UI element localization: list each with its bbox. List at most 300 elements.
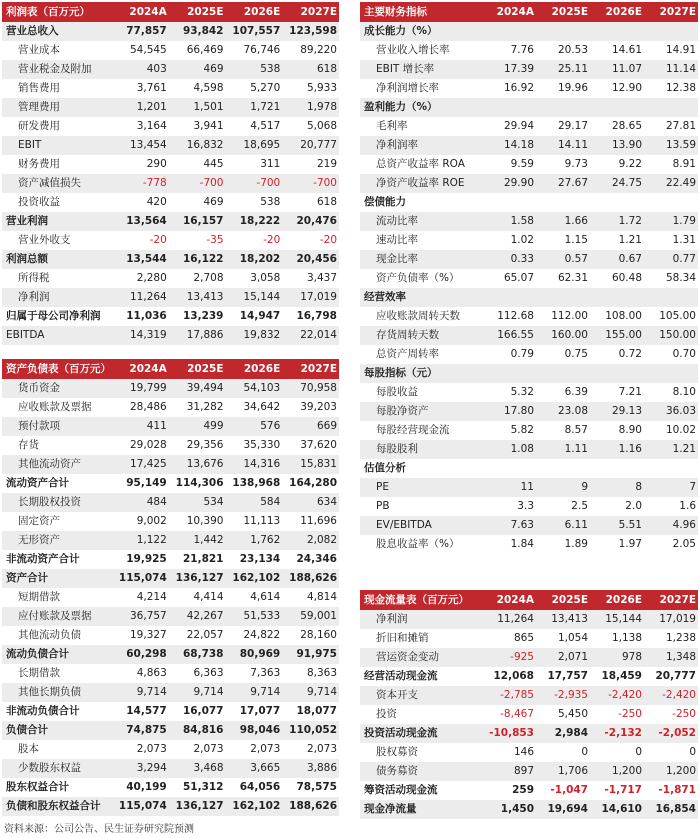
row-label: 营业收入增长率 <box>376 44 450 56</box>
value-cell: 469 <box>203 196 224 208</box>
value-cell: 51,312 <box>182 781 224 793</box>
row-label: 每股股利 <box>360 440 482 459</box>
value-cell: 1,450 <box>482 800 536 819</box>
table-row <box>2 79 339 98</box>
table-row <box>2 664 339 683</box>
value-cell: 7,363 <box>250 667 281 679</box>
value-cell <box>644 98 698 117</box>
row-label: EV/EBITDA <box>360 516 482 535</box>
row-label: 净利润增长率 <box>376 82 439 94</box>
value-cell: 115,074 <box>112 797 169 816</box>
table-row <box>360 762 698 781</box>
table-row <box>2 778 339 797</box>
row-label: 其他流动负债 <box>18 629 81 641</box>
value-cell: 13,544 <box>112 250 169 269</box>
value-cell: 8 <box>590 478 644 497</box>
table-row <box>2 41 339 60</box>
row-label: 总资产周转率 <box>376 348 439 360</box>
value-cell: 12.38 <box>665 82 696 94</box>
value-cell: 40,199 <box>126 781 167 793</box>
value-cell: 9 <box>536 478 590 497</box>
cash-flow-table <box>360 590 698 819</box>
value-cell: 162,102 <box>226 569 283 588</box>
value-cell: 108.00 <box>605 310 642 322</box>
value-cell: 420 <box>146 196 167 208</box>
value-cell: 2,280 <box>136 272 167 284</box>
value-cell: 11,036 <box>126 310 167 322</box>
value-cell: 95,149 <box>126 477 167 489</box>
value-cell: 17,077 <box>239 705 281 717</box>
value-cell: 1.72 <box>590 212 644 231</box>
table-row <box>2 455 339 474</box>
table-row <box>2 759 339 778</box>
table-row <box>360 421 698 440</box>
row-label: 折旧和摊销 <box>376 632 429 644</box>
value-cell: 1,501 <box>169 98 226 117</box>
table-row <box>360 250 698 269</box>
table-row <box>2 117 339 136</box>
table-row <box>2 379 339 398</box>
table-title: 资产负债表（百万元） <box>2 359 112 379</box>
row-label: 资产负债率（%） <box>376 272 460 284</box>
value-cell: 64,056 <box>239 781 281 793</box>
value-cell: 445 <box>203 158 224 170</box>
row-label: 成长能力（%） <box>360 22 482 41</box>
value-cell: 31,282 <box>186 401 224 413</box>
value-cell: 11,264 <box>482 610 536 629</box>
value-cell: 11 <box>482 478 536 497</box>
table-row <box>360 212 698 231</box>
value-cell: 576 <box>226 417 283 436</box>
value-cell: 59,001 <box>282 607 339 626</box>
value-cell: -925 <box>482 648 536 667</box>
value-cell: 0 <box>581 746 588 758</box>
row-label: 营业总收入 <box>2 22 112 41</box>
row-label: 现金净流量 <box>360 800 482 819</box>
table-row <box>360 383 698 402</box>
table-row <box>360 41 698 60</box>
value-cell: 0.70 <box>672 348 696 360</box>
value-cell: 29.17 <box>557 120 588 132</box>
value-cell: -2,052 <box>644 724 698 743</box>
row-label: 研发费用 <box>18 120 60 132</box>
table-row <box>2 740 339 759</box>
row-label: 资产合计 <box>2 569 112 588</box>
value-cell: 22,014 <box>282 326 339 345</box>
year-header: 2024A <box>482 2 536 22</box>
value-cell: 19,925 <box>126 553 167 565</box>
value-cell: 10,390 <box>186 515 224 527</box>
value-cell <box>590 22 644 41</box>
value-cell: 21,821 <box>182 553 224 565</box>
value-cell: 29,356 <box>186 439 224 451</box>
value-cell: 60.48 <box>611 272 642 284</box>
value-cell: 60,298 <box>112 645 169 664</box>
value-cell: 23,134 <box>239 553 281 565</box>
value-cell: 36,757 <box>112 607 169 626</box>
table-row <box>360 516 698 535</box>
row-label: 营业成本 <box>18 44 60 56</box>
value-cell: 77,857 <box>112 22 169 41</box>
row-label: PE <box>360 478 482 497</box>
value-cell: -2,420 <box>644 686 698 705</box>
value-cell: 29.90 <box>482 174 536 193</box>
value-cell: 0.77 <box>644 250 698 269</box>
table-row <box>360 98 698 117</box>
source-note: 资料来源：公司公告、民生证券研究院预测 <box>4 824 194 835</box>
value-cell: 29,028 <box>130 439 167 451</box>
value-cell: 0.33 <box>482 250 536 269</box>
value-cell: 14,316 <box>226 455 283 474</box>
table-row <box>2 607 339 626</box>
row-label: 营运资金变动 <box>360 648 482 667</box>
value-cell: 1,201 <box>112 98 169 117</box>
value-cell: -1,717 <box>604 784 642 796</box>
value-cell: 1.11 <box>536 440 590 459</box>
value-cell: 4.96 <box>644 516 698 535</box>
value-cell: 1.15 <box>564 234 588 246</box>
value-cell: 1,706 <box>536 762 590 781</box>
value-cell: -700 <box>169 174 226 193</box>
row-label: EBIT 增长率 <box>360 60 482 79</box>
value-cell: 2.0 <box>625 500 642 512</box>
value-cell: 160.00 <box>536 326 590 345</box>
value-cell: 114,306 <box>175 477 224 489</box>
row-label: 长期借款 <box>18 667 60 679</box>
value-cell: 2,708 <box>193 272 224 284</box>
row-label: 债务募资 <box>360 762 482 781</box>
value-cell: 290 <box>146 158 167 170</box>
value-cell: 68,738 <box>169 645 226 664</box>
value-cell: 9,714 <box>112 683 169 702</box>
value-cell: 11,264 <box>112 288 169 307</box>
value-cell <box>482 98 536 117</box>
value-cell: 11,113 <box>243 515 281 527</box>
value-cell: 3,294 <box>112 759 169 778</box>
row-label: 筹资活动现金流 <box>364 784 438 796</box>
value-cell: 13.59 <box>644 136 698 155</box>
table-row <box>360 724 698 743</box>
value-cell <box>482 459 536 478</box>
row-label: 销售费用 <box>18 82 60 94</box>
value-cell: 10.02 <box>665 424 696 436</box>
table-row <box>360 79 698 98</box>
row-label: 净资产收益率 ROE <box>360 174 482 193</box>
value-cell: 19,327 <box>130 629 167 641</box>
value-cell: -20 <box>263 234 281 246</box>
value-cell: 62.31 <box>557 272 588 284</box>
value-cell: 7 <box>644 478 698 497</box>
row-label: 归属于母公司净利润 <box>6 310 101 322</box>
table-row <box>360 610 698 629</box>
row-label: PB <box>376 500 390 512</box>
value-cell: 1.16 <box>590 440 644 459</box>
year-header: 2026E <box>590 590 644 610</box>
table-row <box>360 402 698 421</box>
year-header: 2024A <box>112 2 169 22</box>
row-label: 营业外收支 <box>18 234 71 246</box>
value-cell: 89,220 <box>300 44 337 56</box>
row-label: 应收账款周转天数 <box>376 310 460 322</box>
value-cell: 13,239 <box>182 310 224 322</box>
value-cell: 1.97 <box>618 538 642 550</box>
value-cell: 19,799 <box>112 379 169 398</box>
value-cell: 98,046 <box>226 721 283 740</box>
row-label: 股本 <box>18 743 39 755</box>
row-label: 股东权益合计 <box>6 781 69 793</box>
value-cell: 54,545 <box>130 44 167 56</box>
value-cell: 6.39 <box>564 386 588 398</box>
row-label: 其他长期负债 <box>2 683 112 702</box>
value-cell: 11.14 <box>644 60 698 79</box>
value-cell: 5,450 <box>557 708 588 720</box>
year-header: 2027E <box>282 359 339 379</box>
value-cell: 499 <box>169 417 226 436</box>
table-row <box>2 683 339 702</box>
value-cell: 7.76 <box>510 44 534 56</box>
table-row <box>2 212 339 231</box>
value-cell: -8,467 <box>500 708 534 720</box>
value-cell: -700 <box>226 174 283 193</box>
value-cell: 3,886 <box>282 759 339 778</box>
table-row <box>2 626 339 645</box>
value-cell <box>590 364 644 383</box>
value-cell <box>536 459 590 478</box>
value-cell <box>590 193 644 212</box>
row-label: EBIT <box>2 136 112 155</box>
value-cell: 8.90 <box>618 424 642 436</box>
table-row <box>2 174 339 193</box>
table-row <box>360 705 698 724</box>
value-cell: 618 <box>282 60 339 79</box>
value-cell <box>644 459 698 478</box>
value-cell <box>590 288 644 307</box>
value-cell: 1,442 <box>169 531 226 550</box>
value-cell: 1,138 <box>611 632 642 644</box>
row-label: 投资收益 <box>18 196 60 208</box>
financial-ratios-table <box>360 2 698 554</box>
table-title: 现金流量表（百万元） <box>360 590 482 610</box>
value-cell: 4,614 <box>250 591 281 603</box>
value-cell: 66,469 <box>186 44 224 56</box>
value-cell: 9,714 <box>282 683 339 702</box>
value-cell: 20,456 <box>282 250 339 269</box>
table-row <box>360 345 698 364</box>
row-label: 流动资产合计 <box>6 477 69 489</box>
value-cell: 20.53 <box>557 44 588 56</box>
value-cell: 164,280 <box>289 477 337 489</box>
value-cell: 19,694 <box>536 800 590 819</box>
value-cell: 2,073 <box>136 743 167 755</box>
row-label: 其他流动资产 <box>2 455 112 474</box>
value-cell: 9,714 <box>226 683 283 702</box>
value-cell: 105.00 <box>659 310 696 322</box>
row-label: 投资 <box>376 708 397 720</box>
value-cell: 4,598 <box>193 82 224 94</box>
value-cell: 1,721 <box>226 98 283 117</box>
row-label: 无形资产 <box>2 531 112 550</box>
value-cell: 110,052 <box>282 721 339 740</box>
value-cell: 15,831 <box>282 455 339 474</box>
value-cell: 136,127 <box>169 569 226 588</box>
value-cell: 107,557 <box>226 22 283 41</box>
value-cell: 35,330 <box>243 439 281 451</box>
value-cell: 13,413 <box>536 610 590 629</box>
value-cell: 5,068 <box>306 120 337 132</box>
value-cell <box>536 288 590 307</box>
value-cell: 897 <box>482 762 536 781</box>
value-cell: 5.51 <box>590 516 644 535</box>
row-label: 长期股权投资 <box>2 493 112 512</box>
value-cell: 84,816 <box>169 721 226 740</box>
value-cell: 16,122 <box>169 250 226 269</box>
value-cell <box>644 193 698 212</box>
value-cell: 13,454 <box>112 136 169 155</box>
value-cell: 17,886 <box>169 326 226 345</box>
value-cell <box>482 288 536 307</box>
value-cell: 17,019 <box>644 610 698 629</box>
value-cell: 4,414 <box>193 591 224 603</box>
table-row <box>2 531 339 550</box>
value-cell: 0 <box>635 746 642 758</box>
table-title: 利润表（百万元） <box>2 2 112 22</box>
row-label: 应收账款及票据 <box>18 401 92 413</box>
value-cell: 469 <box>169 60 226 79</box>
value-cell: 9.73 <box>564 158 588 170</box>
table-row <box>2 155 339 174</box>
table-row <box>2 436 339 455</box>
row-label: 利润总额 <box>2 250 112 269</box>
value-cell: 2,073 <box>193 743 224 755</box>
row-label: 货币资金 <box>2 379 112 398</box>
row-label: 每股经营现金流 <box>376 424 450 436</box>
row-label: 营业利润 <box>2 212 112 231</box>
value-cell: 80,969 <box>226 645 283 664</box>
row-label: 应付账款及票据 <box>2 607 112 626</box>
value-cell: 1,200 <box>590 762 644 781</box>
value-cell: 3,941 <box>193 120 224 132</box>
value-cell: 146 <box>513 746 534 758</box>
value-cell: 13,676 <box>169 455 226 474</box>
table-row <box>360 307 698 326</box>
value-cell: 0.72 <box>618 348 642 360</box>
value-cell: 3,058 <box>250 272 281 284</box>
value-cell: 22,057 <box>186 629 224 641</box>
table-row <box>360 629 698 648</box>
value-cell <box>536 98 590 117</box>
value-cell: 4,814 <box>306 591 337 603</box>
value-cell <box>482 22 536 41</box>
value-cell: 4,517 <box>250 120 281 132</box>
value-cell: 39,203 <box>300 401 337 413</box>
value-cell: 29.13 <box>590 402 644 421</box>
balance-sheet-table <box>2 359 339 816</box>
value-cell: 58.34 <box>665 272 696 284</box>
table-row <box>2 307 339 326</box>
year-header: 2024A <box>482 590 536 610</box>
row-label: 经营活动现金流 <box>364 670 438 682</box>
value-cell: 17.80 <box>482 402 536 421</box>
value-cell: 22.49 <box>644 174 698 193</box>
value-cell: 23.08 <box>536 402 590 421</box>
table-row <box>360 288 698 307</box>
value-cell: 1,054 <box>557 632 588 644</box>
value-cell <box>590 459 644 478</box>
value-cell: 6.11 <box>536 516 590 535</box>
row-label: 总资产收益率 ROA <box>376 158 465 170</box>
value-cell: 14.18 <box>482 136 536 155</box>
value-cell: 15,144 <box>226 288 283 307</box>
value-cell: 2,073 <box>250 743 281 755</box>
value-cell: 17,757 <box>547 670 588 682</box>
value-cell: -1,871 <box>658 784 696 796</box>
value-cell: 219 <box>316 158 337 170</box>
value-cell: 28.65 <box>611 120 642 132</box>
value-cell: 9,002 <box>136 515 167 527</box>
value-cell: 18,695 <box>226 136 283 155</box>
value-cell: -700 <box>282 174 339 193</box>
row-label: 财务费用 <box>18 158 60 170</box>
value-cell: 8,363 <box>306 667 337 679</box>
value-cell: 669 <box>282 417 339 436</box>
value-cell: 0.57 <box>536 250 590 269</box>
row-label: 流动负债合计 <box>2 645 112 664</box>
value-cell: 24.75 <box>590 174 644 193</box>
value-cell: 1.84 <box>510 538 534 550</box>
table-row <box>2 326 339 345</box>
value-cell: 162,102 <box>226 797 283 816</box>
year-header: 2027E <box>644 590 698 610</box>
year-header: 2026E <box>226 2 283 22</box>
value-cell: 311 <box>260 158 281 170</box>
value-cell: 28,486 <box>130 401 167 413</box>
value-cell: 17,425 <box>112 455 169 474</box>
value-cell: 3,468 <box>169 759 226 778</box>
value-cell: 1.89 <box>564 538 588 550</box>
value-cell: 74,875 <box>112 721 169 740</box>
value-cell: 865 <box>513 632 534 644</box>
year-header: 2025E <box>169 2 226 22</box>
value-cell: 15,144 <box>590 610 644 629</box>
value-cell: 14,577 <box>126 705 167 717</box>
value-cell: 1.6 <box>679 500 696 512</box>
value-cell: -2,935 <box>536 686 590 705</box>
value-cell: 411 <box>112 417 169 436</box>
value-cell: 12,068 <box>493 670 534 682</box>
value-cell: 37,620 <box>300 439 337 451</box>
value-cell: 11,696 <box>300 515 337 527</box>
value-cell: 54,103 <box>226 379 283 398</box>
value-cell: 1,200 <box>644 762 698 781</box>
year-header: 2026E <box>226 359 283 379</box>
table-row <box>2 417 339 436</box>
value-cell: 538 <box>260 196 281 208</box>
row-label: 每股收益 <box>376 386 418 398</box>
value-cell: 18,459 <box>601 670 642 682</box>
value-cell: 78,575 <box>296 781 337 793</box>
value-cell: 0.67 <box>590 250 644 269</box>
value-cell: 19,832 <box>226 326 283 345</box>
row-label: 负债和股东权益合计 <box>2 797 112 816</box>
value-cell: 534 <box>169 493 226 512</box>
value-cell: 2.05 <box>672 538 696 550</box>
table-row <box>2 288 339 307</box>
value-cell: 2.5 <box>571 500 588 512</box>
row-label: 速动比率 <box>376 234 418 246</box>
value-cell: 2,082 <box>282 531 339 550</box>
value-cell: 123,598 <box>282 22 339 41</box>
table-row <box>360 686 698 705</box>
